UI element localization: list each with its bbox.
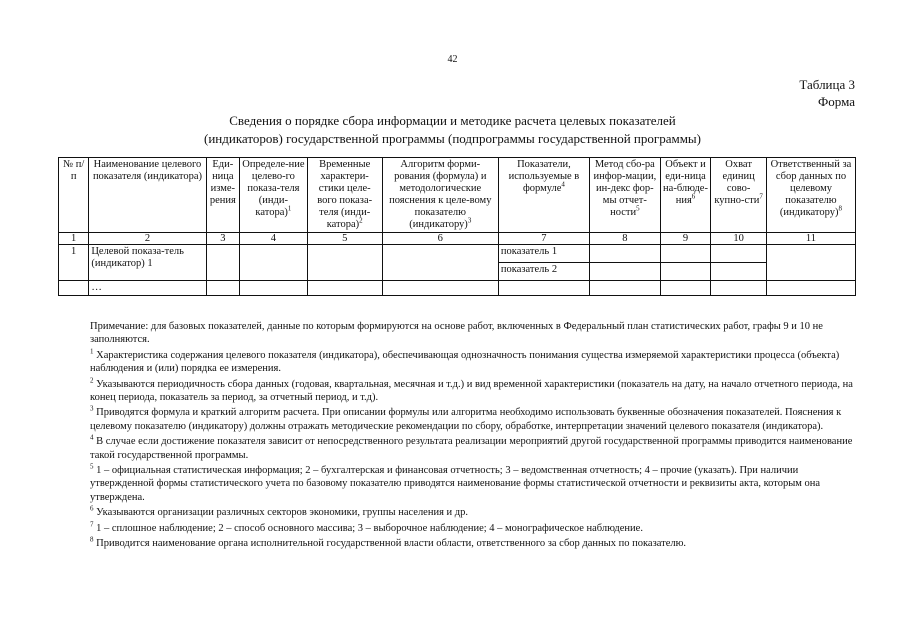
empty-cell [382, 245, 498, 281]
empty-cell [589, 263, 660, 281]
indicator-table [58, 157, 856, 296]
column-number-row [59, 233, 856, 245]
empty-cell [498, 281, 589, 296]
page-number: 42 [447, 54, 458, 65]
header-cell: Метод сбо-ра инфор-мации, ин-декс фор-мы отчет-ности$^5$ [589, 158, 660, 233]
footnote-5: $^5$ 1 – официальная статистическая информация; 2 – бухгалтерская и финансовая отчетность; 3 – ведомственная отчетность; 4 – прочие (указать). При наличии утвержденной формы статистического учета по базовому показателю приводятся наименование формы статистической отчетности и реквизиты акта, которым она утверждена. [90, 462, 821, 503]
component-indicator-2: показатель 2 [498, 263, 589, 281]
title-line-1: Сведения о порядке сбора информации и методике расчета целевых показателей [229, 113, 676, 128]
empty-cell [660, 263, 711, 281]
empty-cell [711, 263, 767, 281]
column-number: 5 [307, 233, 382, 245]
footnote-3: $^3$ Приводятся формула и краткий алгоритм расчета. При описании формулы или алгоритма необходимо использовать буквенные обозначения показателей. Пояснения к целевому показателю (индикатору) должны отражать методические рекомендации по сбору, обработке, интерпретации значений целевого показателя (индикатора). [90, 404, 842, 432]
column-number: 1 [59, 233, 89, 245]
header-cell: Объект и еди-ница на-блюде-ния$^6$ [660, 158, 711, 233]
column-number: 7 [498, 233, 589, 245]
column-number: 6 [382, 233, 498, 245]
footnote-4: $^4$ В случае если достижение показателя зависит от непосредственного результата реализации мероприятий другой государственной программы приводится наименование такой государственной программы. [90, 433, 853, 461]
table-row [59, 245, 856, 263]
header-cell: Еди-ница изме-рения [206, 158, 239, 233]
empty-cell [766, 245, 855, 281]
empty-cell [711, 281, 767, 296]
header-cell: Алгоритм форми-рования (формула) и методологические пояснения к целе-вому показателю (индикатору)$^3$ [382, 158, 498, 233]
footnote-1: $^1$ Характеристика содержания целевого показателя (индикатора), обеспечивающая однозначность понимания существа измеряемой характеристики процесса (объекта) наблюдения и (или) порядка ее измерения. [90, 347, 840, 375]
column-number: 11 [766, 233, 855, 245]
note-paragraph: Примечание: для базовых показателей, данные по которым формируются на основе работ, включенных в Федеральный план статистических работ, графы 9 и 10 не заполняются. [90, 321, 823, 346]
component-indicator-1: показатель 1 [498, 245, 589, 263]
column-number: 8 [589, 233, 660, 245]
footnote-7: $^7$ 1 – сплошное наблюдение; 2 – способ основного массива; 3 – выборочное наблюдение; 4 – монографическое наблюдение. [90, 520, 643, 534]
footnote-8: $^8$ Приводится наименование органа исполнительной государственной власти области, ответственного за сбор данных по показателю. [90, 535, 687, 550]
empty-cell [382, 281, 498, 296]
indicator-name: Целевой показа-тель (индикатор) 1 [89, 245, 206, 281]
empty-cell [307, 245, 382, 281]
header-cell: Наименование целевого показателя (индикатора) [89, 158, 206, 233]
row-number: 1 [59, 245, 89, 281]
header-cell: Ответственный за сбор данных по целевому показателю (индикатору)$^8$ [766, 158, 855, 233]
empty-cell [240, 245, 308, 281]
table-label [799, 76, 855, 110]
header-cell: Временные характери-стики целе-вого показа-теля (инди-катора)$^2$ [307, 158, 382, 233]
empty-cell [59, 281, 89, 296]
empty-cell [589, 281, 660, 296]
header-cell: Определе-ние целево-го показа-теля (инди-катора)$^1$ [240, 158, 308, 233]
table-row [59, 281, 856, 296]
document-title [0, 112, 905, 148]
ellipsis-cell: … [89, 281, 206, 296]
form-label: Форма [818, 94, 855, 109]
empty-cell [589, 245, 660, 263]
empty-cell [240, 281, 308, 296]
column-number: 10 [711, 233, 767, 245]
header-cell: Охват единиц сово-купно-сти$^7$ [711, 158, 767, 233]
table-number: Таблица 3 [799, 77, 855, 92]
empty-cell [660, 281, 711, 296]
empty-cell [711, 245, 767, 263]
column-number: 9 [660, 233, 711, 245]
empty-cell [307, 281, 382, 296]
empty-cell [206, 281, 239, 296]
empty-cell [766, 281, 855, 296]
column-number: 2 [89, 233, 206, 245]
footnotes [90, 320, 858, 553]
table-header-row [59, 158, 856, 233]
empty-cell [206, 245, 239, 281]
column-number: 3 [206, 233, 239, 245]
title-line-2: (индикаторов) государственной программы (подпрограммы государственной программы) [204, 131, 701, 146]
footnote-2: $^2$ Указываются периодичность сбора данных (годовая, квартальная, месячная и т.д.) и вид временной характеристики (показатель на дату, на начало отчетного периода, на конец периода, показатель за период, за отчетный период, и т.д). [90, 376, 853, 404]
header-cell: № п/п [59, 158, 89, 233]
empty-cell [660, 245, 711, 263]
column-number: 4 [240, 233, 308, 245]
header-cell: Показатели, используемые в формуле$^4$ [498, 158, 589, 233]
footnote-6: $^6$ Указываются организации различных секторов экономики, группы населения и др. [90, 504, 468, 519]
